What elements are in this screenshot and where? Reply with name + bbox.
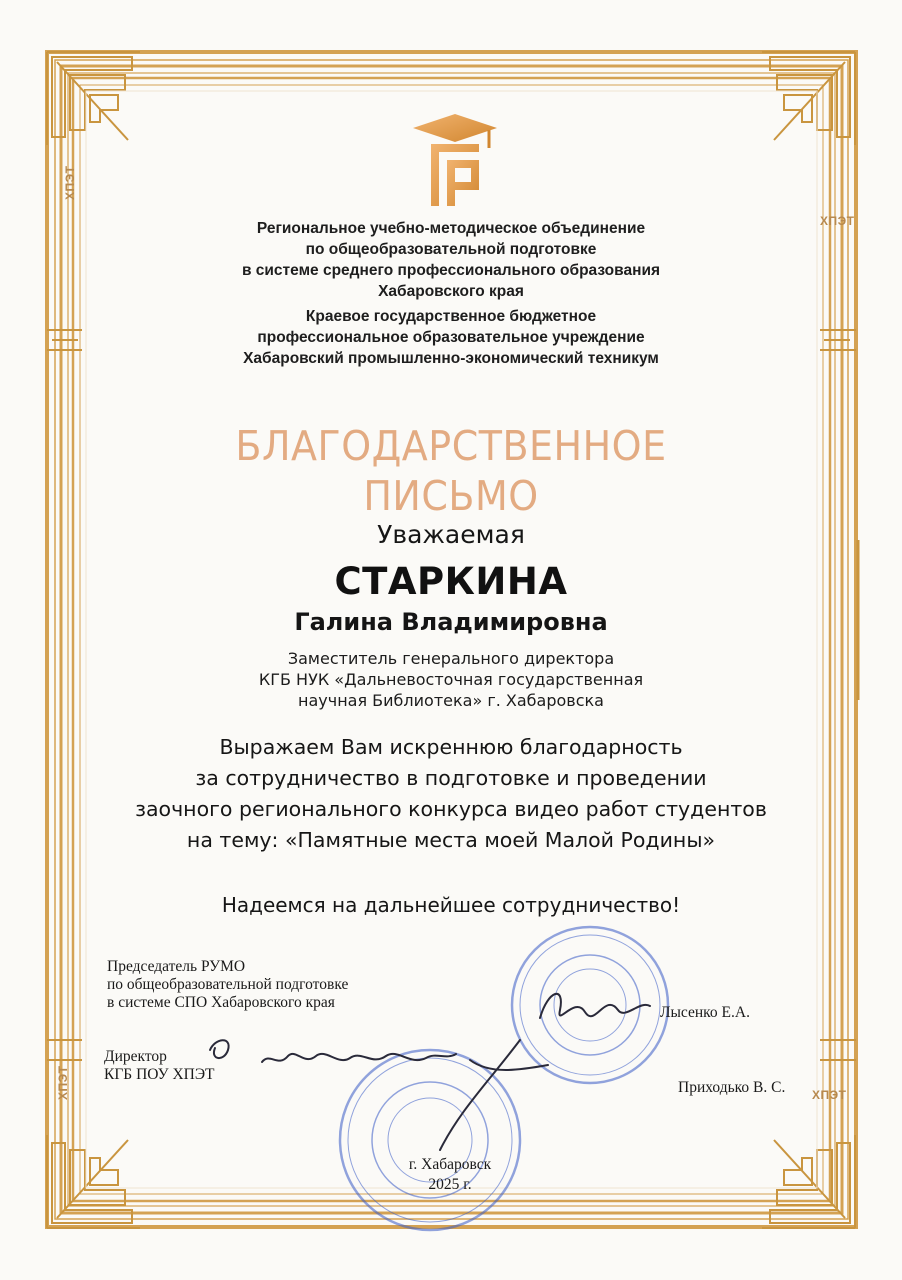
gratitude-line-2: за сотрудничество в подготовке и проведении <box>195 766 707 790</box>
title-line-2: ПИСЬМО <box>363 472 539 520</box>
chair-signature-block <box>107 958 348 1012</box>
chair-title-line-1: Председатель РУМО <box>107 958 246 975</box>
place-and-date <box>380 1155 520 1195</box>
position-line-2: КГБ НУК «Дальневосточная государственная <box>258 670 644 689</box>
recipient-surname: СТАРКИНА <box>334 560 568 603</box>
mortarboard-logo-icon <box>411 108 499 212</box>
document-title <box>0 421 902 520</box>
org-line-6: профессиональное образовательное учреждение <box>257 329 645 346</box>
org-line-4: Хабаровского края <box>378 283 524 300</box>
org-line-5: Краевое государственное бюджетное <box>305 308 597 325</box>
org-line-1: Региональное учебно-методическое объединение <box>256 220 646 237</box>
position-line-1: Заместитель генерального директора <box>287 649 615 668</box>
salutation: Уважаемая <box>377 520 525 549</box>
gratitude-line-4: на тему: «Памятные места моей Малой Родины» <box>186 828 716 852</box>
frame-label-right-top: ХПЭТ <box>820 214 855 228</box>
position-line-3: научная Библиотека» г. Хабаровска <box>298 691 604 710</box>
title-line-1: БЛАГОДАРСТВЕННОЕ <box>235 422 667 470</box>
org-line-7: Хабаровский промышленно-экономический техникум <box>243 350 659 367</box>
recipient-position <box>0 648 902 711</box>
director-title-line-2: КГБ ПОУ ХПЭТ <box>104 1066 215 1083</box>
organization-header <box>0 218 902 302</box>
gratitude-line-1: Выражаем Вам искреннюю благодарность <box>219 735 683 759</box>
director-title-line-1: Директор <box>104 1048 167 1065</box>
director-signature-block <box>104 1048 215 1084</box>
recipient-name: Галина Владимировна <box>294 608 608 636</box>
org-line-2: по общеобразовательной подготовке <box>305 241 597 258</box>
frame-label-right-bottom: ХПЭТ <box>812 1088 847 1102</box>
chair-name: Лысенко Е.А. <box>660 1004 750 1021</box>
org-line-3: в системе среднего профессионального образования <box>241 262 661 279</box>
place: г. Хабаровск <box>408 1156 492 1173</box>
gratitude-line-3: заочного регионального конкурса видео работ студентов <box>135 797 767 821</box>
director-name: Приходько В. С. <box>678 1079 786 1096</box>
frame-label-left-bottom: ХПЭТ <box>56 1065 70 1100</box>
year: 2025 г. <box>428 1176 472 1193</box>
closing-text: Надеемся на дальнейшее сотрудничество! <box>221 893 681 917</box>
chair-title-line-2: по общеобразовательной подготовке <box>107 976 349 993</box>
chair-title-line-3: в системе СПО Хабаровского края <box>107 994 335 1011</box>
frame-label-left-top: ХПЭТ <box>63 165 77 200</box>
gratitude-text <box>0 732 902 856</box>
institution-header <box>0 306 902 369</box>
